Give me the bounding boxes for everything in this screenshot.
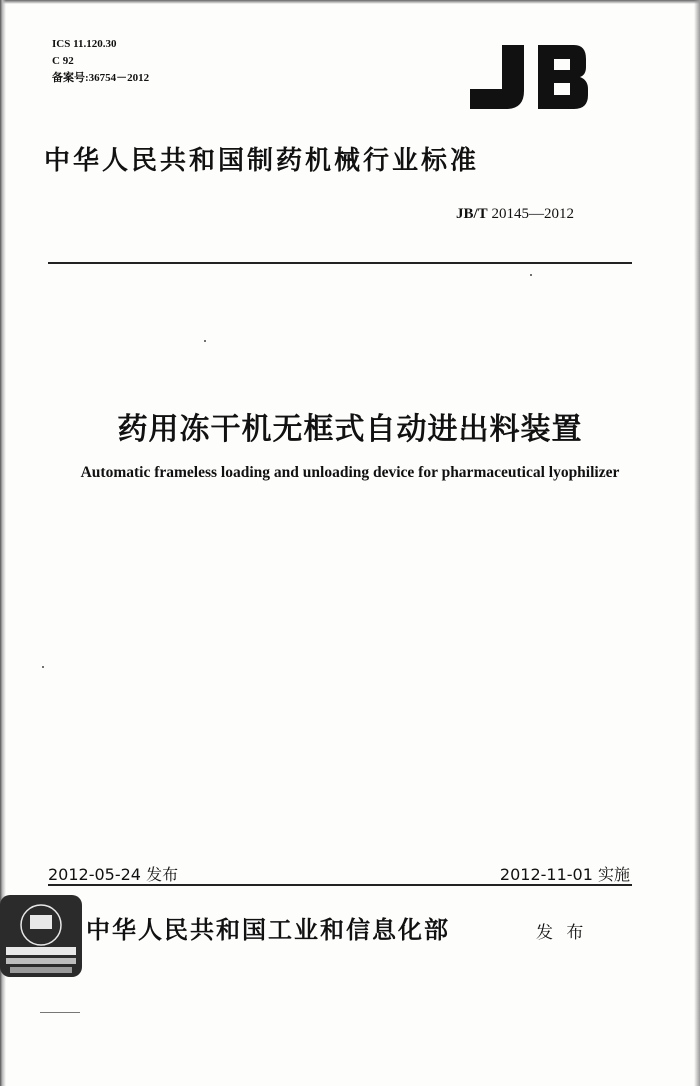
scan-mark xyxy=(40,1012,80,1013)
scan-edge-right xyxy=(694,0,700,1086)
scan-speck xyxy=(204,340,206,342)
jb-logo xyxy=(468,45,588,109)
record-number: 备案号:36754－2012 xyxy=(52,72,150,84)
issue-label: 发 布 xyxy=(536,923,588,943)
publisher-seal xyxy=(0,895,82,977)
ccs-code: C 92 xyxy=(52,55,74,67)
publish-date: 2012-05-24 发布 xyxy=(48,865,179,884)
standard-code: 20145—2012 xyxy=(491,206,574,222)
scan-speck xyxy=(42,666,44,668)
scan-edge-top xyxy=(0,0,700,4)
document-title-english: Automatic frameless loading and unloading device for pharmaceutical lyophilizer xyxy=(80,464,620,481)
ics-code: ICS 11.120.30 xyxy=(52,38,117,50)
issuing-ministry: 中华人民共和国工业和信息化部 xyxy=(86,915,450,944)
document-title-chinese: 药用冻干机无框式自动进出料装置 xyxy=(117,412,583,447)
standard-prefix: JB/T xyxy=(456,206,488,222)
footer-divider xyxy=(48,884,632,886)
header-divider xyxy=(48,262,632,264)
implement-date: 2012-11-01 实施 xyxy=(499,865,630,884)
organization-heading: 中华人民共和国制药机械行业标准 xyxy=(44,146,480,176)
standard-number xyxy=(456,206,574,223)
scan-speck xyxy=(530,274,532,276)
